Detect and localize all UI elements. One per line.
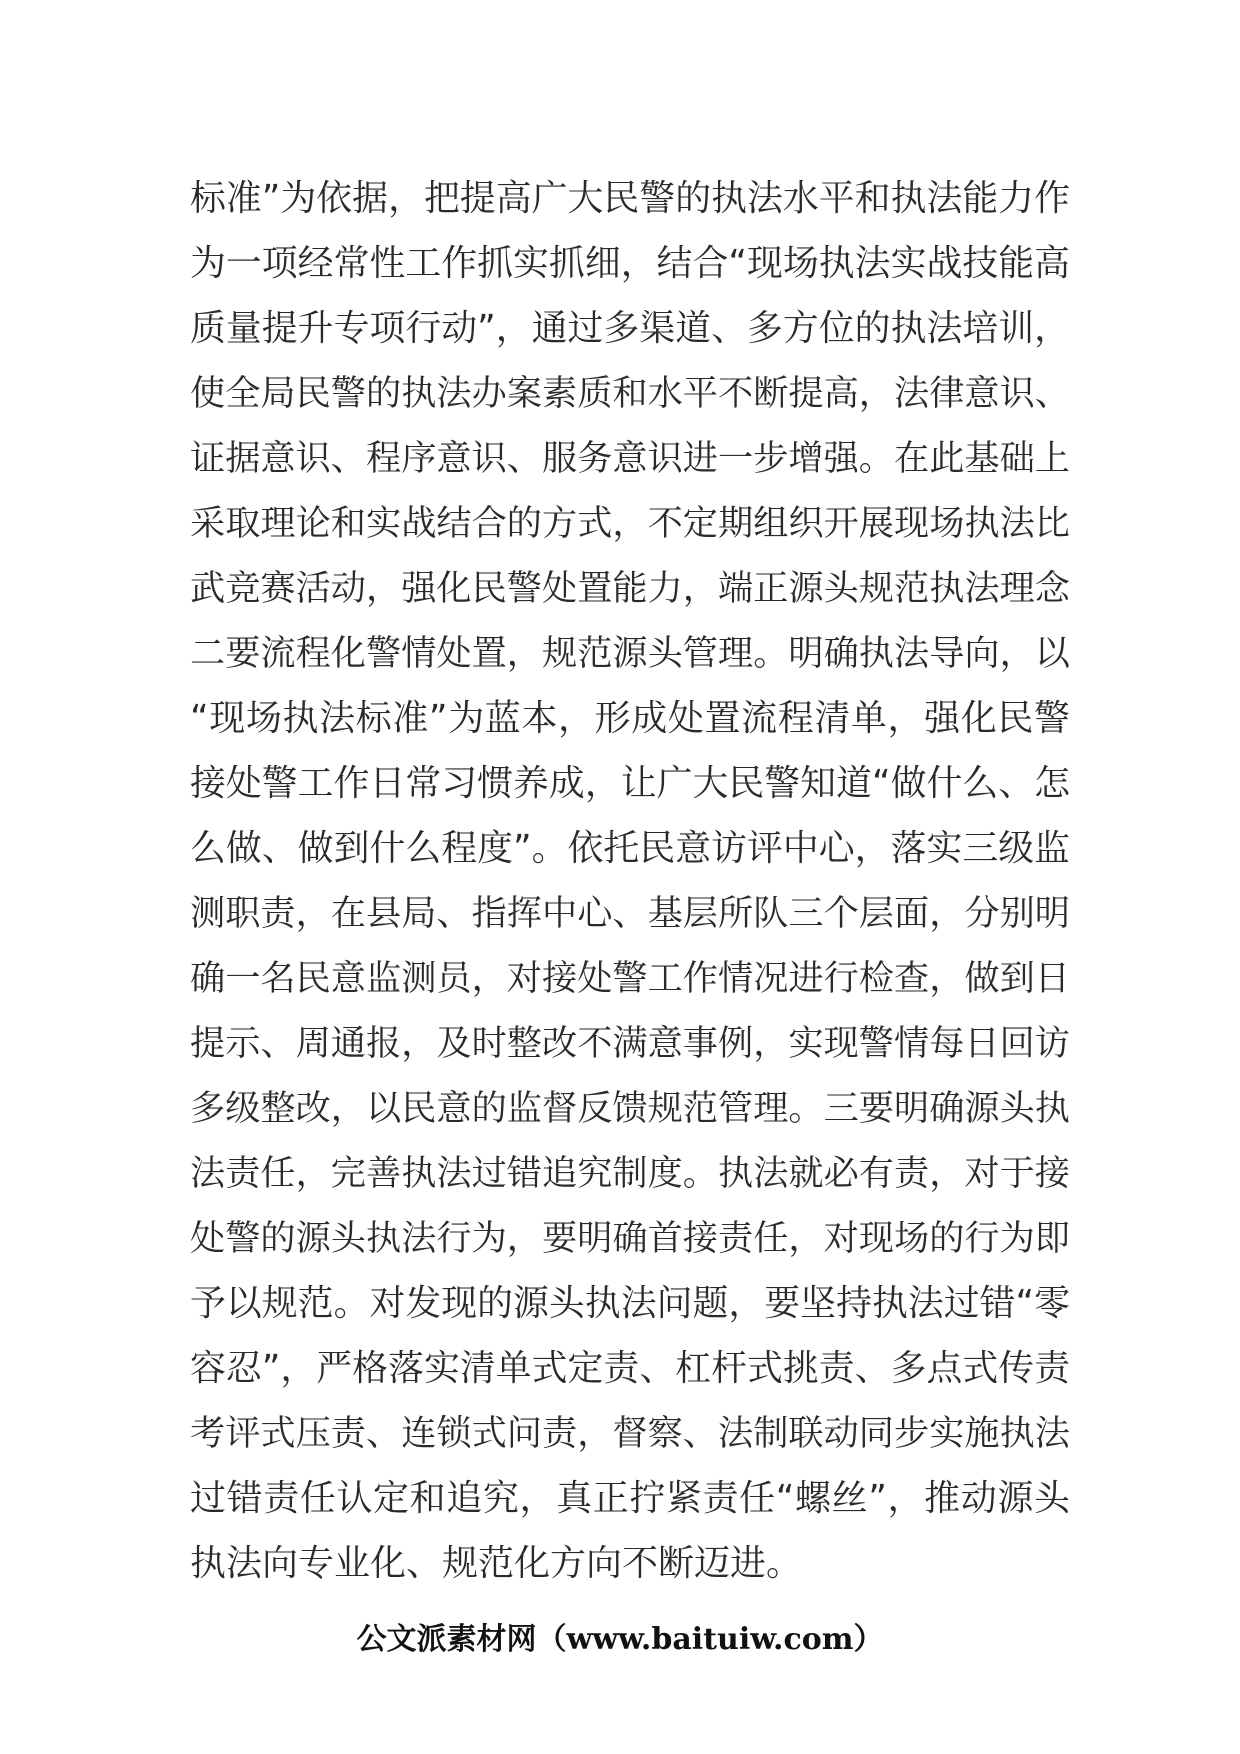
text-line: 标准”为依据，把提高广大民警的执法水平和执法能力作 [190, 178, 1070, 219]
text-line: 么做、做到什么程度”。依托民意访评中心，落实三级监 [190, 828, 1070, 869]
text-line: 使全局民警的执法办案素质和水平不断提高，法律意识、 [190, 373, 1070, 414]
text-line: 考评式压责、连锁式问责，督察、法制联动同步实施执法 [190, 1413, 1070, 1454]
text-line: 过错责任认定和追究，真正拧紧责任“螺丝”，推动源头 [190, 1478, 1070, 1519]
text-line: 多级整改，以民意的监督反馈规范管理。三要明确源头执 [190, 1088, 1070, 1129]
text-line: 予以规范。对发现的源头执法问题，要坚持执法过错“零 [190, 1283, 1070, 1324]
text-line: 为一项经常性工作抓实抓细，结合“现场执法实战技能高 [190, 243, 1070, 284]
text-line: 提示、周通报，及时整改不满意事例，实现警情每日回访 [190, 1023, 1070, 1064]
footer-source-watermark: 公文派素材网（www.baituiw.com） [356, 1622, 884, 1657]
text-line-last: 执法向专业化、规范化方向不断迈进。 [190, 1543, 803, 1584]
text-line: 证据意识、程序意识、服务意识进一步增强。在此基础上 [190, 438, 1070, 479]
text-line: 质量提升专项行动”，通过多渠道、多方位的执法培训， [190, 308, 1070, 349]
text-line: 处警的源头执法行为，要明确首接责任，对现场的行为即 [190, 1218, 1070, 1259]
text-line: 接处警工作日常习惯养成，让广大民警知道“做什么、怎 [190, 763, 1070, 804]
text-line: “现场执法标准”为蓝本，形成处置流程清单，强化民警 [190, 698, 1070, 739]
text-line: 确一名民意监测员，对接处警工作情况进行检查，做到日 [190, 958, 1070, 999]
text-line: 武竞赛活动，强化民警处置能力，端正源头规范执法理念 [190, 568, 1070, 609]
text-line: 法责任，完善执法过错追究制度。执法就必有责，对于接 [190, 1153, 1070, 1194]
text-line: 二要流程化警情处置，规范源头管理。明确执法导向，以 [190, 633, 1070, 674]
text-line: 容忍”，严格落实清单式定责、杠杆式挑责、多点式传责 [190, 1348, 1070, 1389]
text-line: 测职责，在县局、指挥中心、基层所队三个层面，分别明 [190, 893, 1070, 934]
body-paragraph [190, 166, 1070, 1596]
text-line: 采取理论和实战结合的方式，不定期组织开展现场执法比 [190, 503, 1070, 544]
